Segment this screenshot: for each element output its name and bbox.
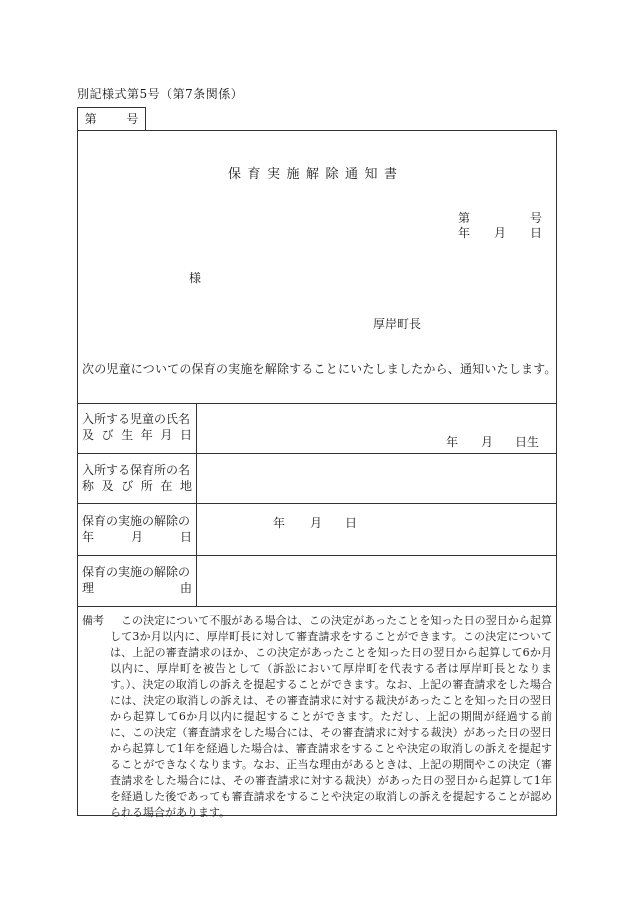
birth-year: 年	[446, 435, 459, 449]
notice-statement: 次の児童についての保育の実施を解除することにいたしましたから、通知いたします。	[82, 362, 557, 376]
doc-date-year: 年	[458, 226, 471, 240]
divider	[78, 555, 556, 556]
release-day: 日	[345, 516, 358, 530]
document-title: 保育実施解除通知書	[228, 167, 404, 182]
divider	[78, 503, 556, 504]
number-box	[77, 107, 146, 131]
release-year: 年	[273, 516, 286, 530]
issuer: 厚岸町長	[373, 317, 422, 331]
release-date-label	[82, 513, 192, 545]
reason-label	[82, 564, 192, 596]
notice-frame	[77, 130, 557, 819]
doc-date-day: 日	[530, 226, 543, 240]
child-name-label-line2: 及 び 生 年 月 日	[82, 428, 192, 442]
form-label: 別記様式第5号（第7条関係）	[77, 87, 244, 101]
facility-label-line2: 称 及 び 所 在 地	[82, 479, 192, 493]
number-box-dai: 第	[84, 112, 97, 126]
birth-day: 日生	[515, 435, 540, 449]
number-box-go: 号	[126, 112, 139, 126]
divider	[78, 606, 556, 607]
doc-date-month: 月	[494, 226, 507, 240]
addressee-suffix: 様	[189, 271, 202, 285]
reason-label-line2: 理 由	[82, 581, 192, 595]
release-date-label-line2: 年 月 日	[82, 530, 192, 544]
release-date-label-line1: 保育の実施の解除の	[82, 514, 191, 528]
facility-label	[82, 462, 192, 494]
child-name-label-line1: 入所する児童の氏名	[82, 412, 191, 426]
facility-label-line1: 入所する保育所の名	[82, 463, 191, 477]
remarks-label: 備考	[82, 614, 104, 627]
remarks	[82, 613, 552, 821]
remarks-text: この決定について不服がある場合は、この決定があったことを知った日の翌日から起算して3か月以内に、厚岸町長に対して審査請求をすることができます。この決定については、上記の審査請求のほか、この決定があったことを知った日の翌日から起算して6か月以内に、厚岸町を被告として（訴訟において厚岸町を代表する者は厚岸町長となります。）、決定の取消しの訴えを提起することができます。なお、上記の審査請求をした場合には、決定の取消しの訴えは、その審査請求に対する裁決があったことを知った日の翌日から起算して6か月以内に提起することができます。ただし、上記の期間が経過する前に、この決定（審査請求をした場合には、その審査請求に対する裁決）があった日の翌日から起算して1年を経過した場合は、審査請求をすることや決定の取消しの訴えを提起することができなくなります。なお、正当な理由があるときは、上記の期間やこの決定（審査請求をした場合には、その審査請求に対する裁決）があった日の翌日から起算して1年を経過した後であっても審査請求をすることや決定の取消しの訴えを提起することが認められる場合があります。	[110, 614, 552, 819]
child-name-label	[82, 411, 192, 443]
doc-number-dai: 第	[458, 211, 471, 225]
doc-number-go: 号	[530, 211, 543, 225]
divider	[78, 403, 556, 404]
reason-label-line1: 保育の実施の解除の	[82, 565, 191, 579]
birth-month: 月	[481, 435, 494, 449]
divider	[78, 453, 556, 454]
column-divider	[196, 403, 197, 606]
release-month: 月	[310, 516, 323, 530]
